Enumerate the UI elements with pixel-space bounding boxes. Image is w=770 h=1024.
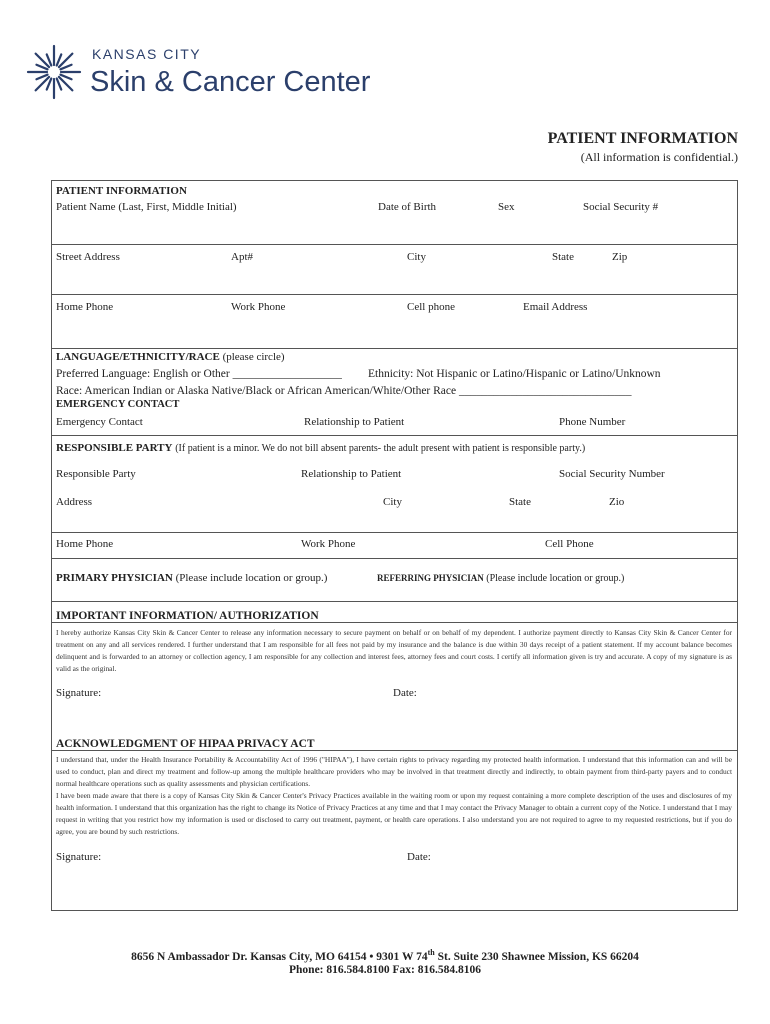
emergency-contact-heading: EMERGENCY CONTACT (56, 399, 180, 410)
responsible-ssn-field[interactable]: Social Security Number (559, 468, 665, 480)
divider (52, 294, 737, 295)
referring-physician-label: REFERRING PHYSICIAN (377, 573, 484, 583)
sex-field[interactable]: Sex (498, 201, 515, 213)
footer-address-superscript: th (427, 948, 435, 957)
social-security-field[interactable]: Social Security # (583, 201, 659, 213)
responsible-party-heading (56, 442, 585, 454)
authorization-signature-field[interactable]: Signature: (56, 687, 102, 699)
emergency-contact-field[interactable]: Emergency Contact (56, 416, 143, 428)
work-phone-field[interactable]: Work Phone (231, 301, 286, 313)
responsible-relationship-field[interactable]: Relationship to Patient (301, 468, 402, 480)
divider (52, 601, 737, 602)
zip-field[interactable]: Zip (612, 251, 628, 263)
logo-city-text: KANSAS CITY (92, 46, 202, 62)
footer-address-part-1: 8656 N Ambassador Dr. Kansas City, MO 64154 • 9301 W 74 (131, 950, 428, 963)
clinic-logo (26, 44, 386, 104)
footer-address (0, 948, 770, 963)
primary-physician-field[interactable] (56, 572, 327, 584)
authorization-heading: IMPORTANT INFORMATION/ AUTHORIZATION (56, 610, 319, 622)
referring-physician-note: (Please include location or group.) (486, 573, 625, 584)
patient-name-field[interactable]: Patient Name (Last, First, Middle Initial) (56, 201, 237, 213)
divider (52, 435, 737, 436)
race-field[interactable]: Race: American Indian or Alaska Native/Black or African American/White/Other Race ______________________________ (56, 385, 632, 397)
divider (52, 244, 737, 245)
email-address-field[interactable]: Email Address (523, 301, 588, 313)
responsible-zip-field[interactable]: Zio (609, 496, 625, 508)
responsible-cell-phone-field[interactable]: Cell Phone (545, 538, 594, 550)
ethnicity-field[interactable]: Ethnicity: Not Hispanic or Latino/Hispanic or Latino/Unknown (368, 368, 661, 380)
logo-name-text: Skin & Cancer Center (90, 66, 371, 98)
responsible-work-phone-field[interactable]: Work Phone (301, 538, 356, 550)
date-of-birth-field[interactable]: Date of Birth (378, 201, 437, 213)
divider (52, 532, 737, 533)
authorization-date-field[interactable]: Date: (393, 687, 417, 699)
preferred-language-field[interactable]: Preferred Language: English or Other ___________________ (56, 368, 342, 380)
divider (52, 558, 737, 559)
hipaa-heading: ACKNOWLEDGMENT OF HIPAA PRIVACY ACT (56, 738, 315, 750)
document-subtitle: (All information is confidential.) (580, 150, 738, 164)
street-address-field[interactable]: Street Address (56, 251, 120, 263)
patient-info-heading: PATIENT INFORMATION (56, 185, 187, 197)
city-field[interactable]: City (407, 251, 426, 263)
cell-phone-field[interactable]: Cell phone (407, 301, 455, 313)
responsible-city-field[interactable]: City (383, 496, 402, 508)
responsible-address-field[interactable]: Address (56, 496, 93, 508)
responsible-home-phone-field[interactable]: Home Phone (56, 538, 114, 550)
document-title: PATIENT INFORMATION (547, 130, 738, 147)
responsible-party-field[interactable]: Responsible Party (56, 468, 136, 480)
primary-physician-label: PRIMARY PHYSICIAN (56, 572, 173, 584)
language-heading (56, 351, 285, 363)
home-phone-field[interactable]: Home Phone (56, 301, 114, 313)
footer-contact: Phone: 816.584.8100 Fax: 816.584.8106 (289, 964, 481, 976)
emergency-relationship-field[interactable]: Relationship to Patient (304, 416, 405, 428)
apt-field[interactable]: Apt# (231, 251, 253, 263)
hipaa-text-1: I understand that, under the Health Insurance Portability & Accountability Act of 1996 ("HIPAA"), I have certain rights to privacy regarding my protected health information. I understand that this information can and will be used to conduct, plan and direct my treatment and follow-up among the multiple healthcare providers who may be involved in that treatment directly and indirectly, to obtain payment from third-party payers and to conduct normal healthcare operations such as quality assessments and physician certifications. (56, 755, 732, 788)
language-heading-note: (please circle) (222, 351, 285, 363)
hipaa-date-field[interactable]: Date: (407, 851, 431, 863)
emergency-phone-field[interactable]: Phone Number (559, 416, 626, 428)
hipaa-text-2: I have been made aware that there is a copy of Kansas City Skin & Cancer Center's Privacy Practices available in the waiting room or upon my request containing a more complete description of the uses and disclosures of my health information. I understand that this organization has the right to change its Notice of Privacy Practices at any time and that I may contact the Privacy Manager to obtain a current copy of the Notice. I understand that I may request in writing that you restrict how my information is used or disclosed to carry out treatment, payment, or health care operations. I also understand you are not required to agree to my requested restrictions, but if you do agree, you are bound by such restrictions. (56, 791, 732, 836)
language-heading-text: LANGUAGE/ETHNICITY/RACE (56, 351, 220, 363)
responsible-party-note: (If patient is a minor. We do not bill absent parents- the adult present with patient is responsible party.) (175, 443, 586, 454)
divider (52, 622, 737, 623)
referring-physician-field[interactable] (377, 573, 624, 584)
hipaa-signature-field[interactable]: Signature: (56, 851, 102, 863)
responsible-state-field[interactable]: State (509, 496, 531, 508)
footer-address-part-2: St. Suite 230 Shawnee Mission, KS 66204 (434, 950, 639, 963)
authorization-text: I hereby authorize Kansas City Skin & Cancer Center to release any information necessary to secure payment on behalf or on behalf of my dependent. I authorize payment directly to Kansas City Skin & Cancer Center for treatment on any and all services rendered. I further understand that I am responsible for all fees not paid by my insurance and the balance is due within 30 days receipt of a patient statement. If my account balance becomes delinquent and is forwarded to an attorney or collection agency, I am responsible for any collection and interest fees, attorney fees and court costs. I certify all information given is try and accurate. A copy of my signature is as valid as the original. (56, 628, 732, 673)
state-field[interactable]: State (552, 251, 574, 263)
divider (52, 750, 737, 751)
responsible-party-heading-text: RESPONSIBLE PARTY (56, 442, 173, 454)
starburst-icon (26, 44, 82, 100)
divider (52, 348, 737, 349)
primary-physician-note: (Please include location or group.) (175, 572, 328, 584)
patient-form (51, 180, 738, 911)
